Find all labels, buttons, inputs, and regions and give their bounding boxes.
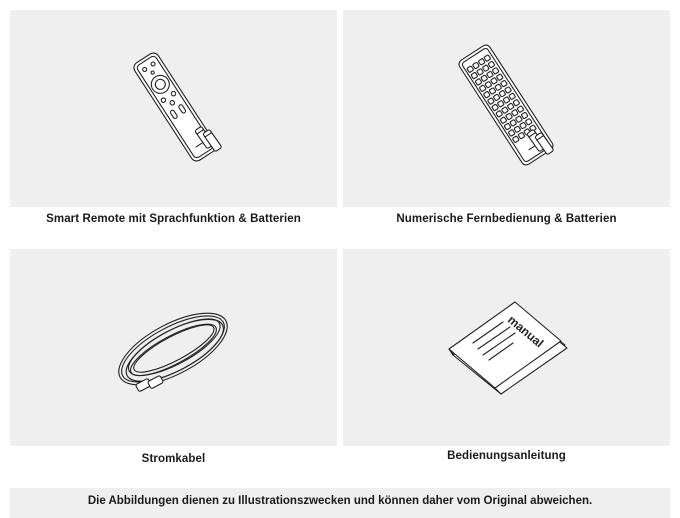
manual-tile xyxy=(343,249,670,446)
numeric-remote-caption: Numerische Fernbedienung & Batterien xyxy=(396,213,617,225)
power-cable-tile xyxy=(10,249,337,446)
smart-remote-caption: Smart Remote mit Sprachfunktion & Batterien xyxy=(46,213,301,225)
manual-cover-text: manual xyxy=(505,312,547,351)
smart-remote-tile xyxy=(10,10,337,207)
power-cable-caption: Stromkabel xyxy=(141,453,206,465)
power-cable-icon xyxy=(10,249,337,446)
disclaimer-text: Die Abbildungen dienen zu Illustrationszwecken und können daher vom Original abweichen. xyxy=(87,495,593,507)
manual-icon xyxy=(343,249,670,446)
smart-remote-icon xyxy=(10,10,337,207)
numeric-remote-tile xyxy=(343,10,670,207)
disclaimer-bar xyxy=(10,488,670,518)
numeric-remote-icon xyxy=(343,10,670,207)
manual-caption: Bedienungsanleitung xyxy=(447,450,566,462)
